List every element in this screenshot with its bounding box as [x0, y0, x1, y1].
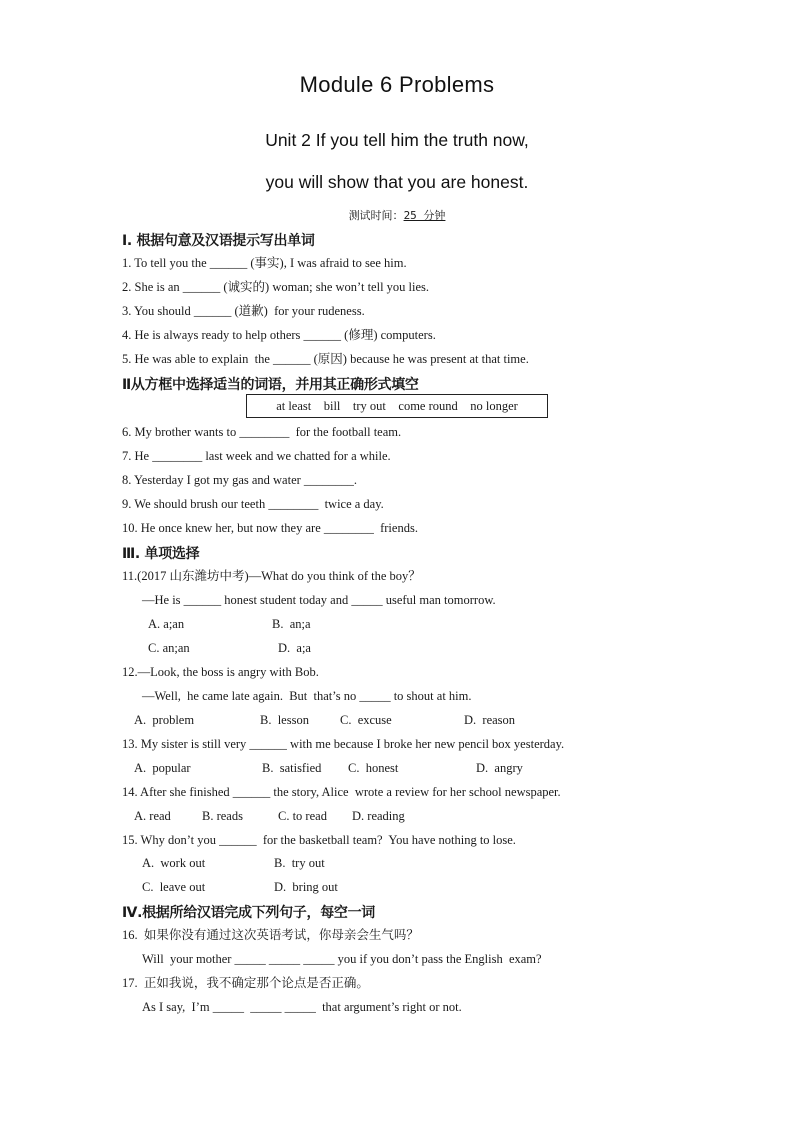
q13-option-b: B. satisfied: [262, 761, 322, 775]
q12-option-c: C. excuse: [340, 713, 392, 727]
question-11-stem: 11.(2017 山东潍坊中考)—What do you think of the boy？: [122, 569, 421, 583]
question-4: 4. He is always ready to help others ______ (修理) computers.: [122, 328, 436, 342]
question-16-english: Will your mother _____ _____ _____ you if you don’t pass the English exam?: [142, 952, 542, 966]
question-14-stem: 14. After she finished ______ the story, Alice wrote a review for her school newspaper.: [122, 785, 561, 799]
q11-option-d: D. a;a: [278, 641, 311, 655]
question-5: 5. He was able to explain the ______ (原因) because he was present at that time.: [122, 352, 529, 366]
word-box: at least bill try out come round no longer: [246, 394, 548, 418]
test-time-value: 25 分钟: [403, 209, 446, 222]
question-15-stem: 15. Why don’t you ______ for the basketball team? You have nothing to lose.: [122, 833, 516, 847]
q15-option-b: B. try out: [274, 856, 325, 870]
question-6: 6. My brother wants to ________ for the football team.: [122, 425, 402, 439]
q11-option-c: C. an;an: [148, 641, 190, 655]
question-16-chinese: 16. 如果你没有通过这次英语考试，你母亲会生气吗？: [122, 928, 419, 942]
question-12-stem: 12.—Look, the boss is angry with Bob.: [122, 665, 319, 679]
section4-heading: Ⅳ.根据所给汉语完成下列句子，每空一词: [122, 905, 375, 921]
question-9: 9. We should brush our teeth ________ twice a day.: [122, 497, 384, 511]
unit-title-line1: Unit 2 If you tell him the truth now,: [265, 130, 529, 150]
section3-heading: Ⅲ. 单项选择: [122, 546, 200, 562]
question-13-stem: 13. My sister is still very ______ with me because I broke her new pencil box yesterday.: [122, 737, 565, 751]
test-time: [0, 207, 794, 223]
q14-option-a: A. read: [134, 809, 171, 823]
question-7: 7. He ________ last week and we chatted for a while.: [122, 449, 391, 463]
section1-heading: Ⅰ. 根据句意及汉语提示写出单词: [122, 233, 315, 249]
q12-option-d: D. reason: [464, 713, 516, 727]
question-17-english: As I say, I’m _____ _____ _____ that argument’s right or not.: [142, 1000, 462, 1014]
q15-option-c: C. leave out: [142, 880, 206, 894]
question-1: 1. To tell you the ______ (事实), I was afraid to see him.: [122, 256, 407, 270]
question-3: 3. You should ______ (道歉) for your rudeness.: [122, 304, 365, 318]
q14-option-b: B. reads: [202, 809, 243, 823]
module-title: Module 6 Problems: [299, 72, 495, 97]
q11-option-b: B. an;a: [272, 617, 311, 631]
q13-option-a: A. popular: [134, 761, 191, 775]
question-2: 2. She is an ______ (诚实的) woman; she won’t tell you lies.: [122, 280, 430, 294]
q13-option-c: C. honest: [348, 761, 399, 775]
q14-option-c: C. to read: [278, 809, 327, 823]
question-8: 8. Yesterday I got my gas and water ________.: [122, 473, 358, 487]
question-17-chinese: 17. 正如我说，我不确定那个论点是否正确。: [122, 976, 369, 990]
q15-option-a: A. work out: [142, 856, 206, 870]
q11-option-a: A. a;an: [148, 617, 185, 631]
q12-option-b: B. lesson: [260, 713, 309, 727]
q15-option-d: D. bring out: [274, 880, 338, 894]
question-11-line2: —He is ______ honest student today and _____ useful man tomorrow.: [142, 593, 496, 607]
unit-title-line2: you will show that you are honest.: [265, 172, 529, 192]
question-12-line2: —Well, he came late again. But that’s no _____ to shout at him.: [142, 689, 472, 703]
section2-heading: Ⅱ从方框中选择适当的词语，并用其正确形式填空: [122, 377, 419, 393]
test-time-label: 测试时间：: [348, 209, 404, 222]
q12-option-a: A. problem: [134, 713, 195, 727]
question-10: 10. He once knew her, but now they are ________ friends.: [122, 521, 418, 535]
q14-option-d: D. reading: [352, 809, 405, 823]
q13-option-d: D. angry: [476, 761, 523, 775]
